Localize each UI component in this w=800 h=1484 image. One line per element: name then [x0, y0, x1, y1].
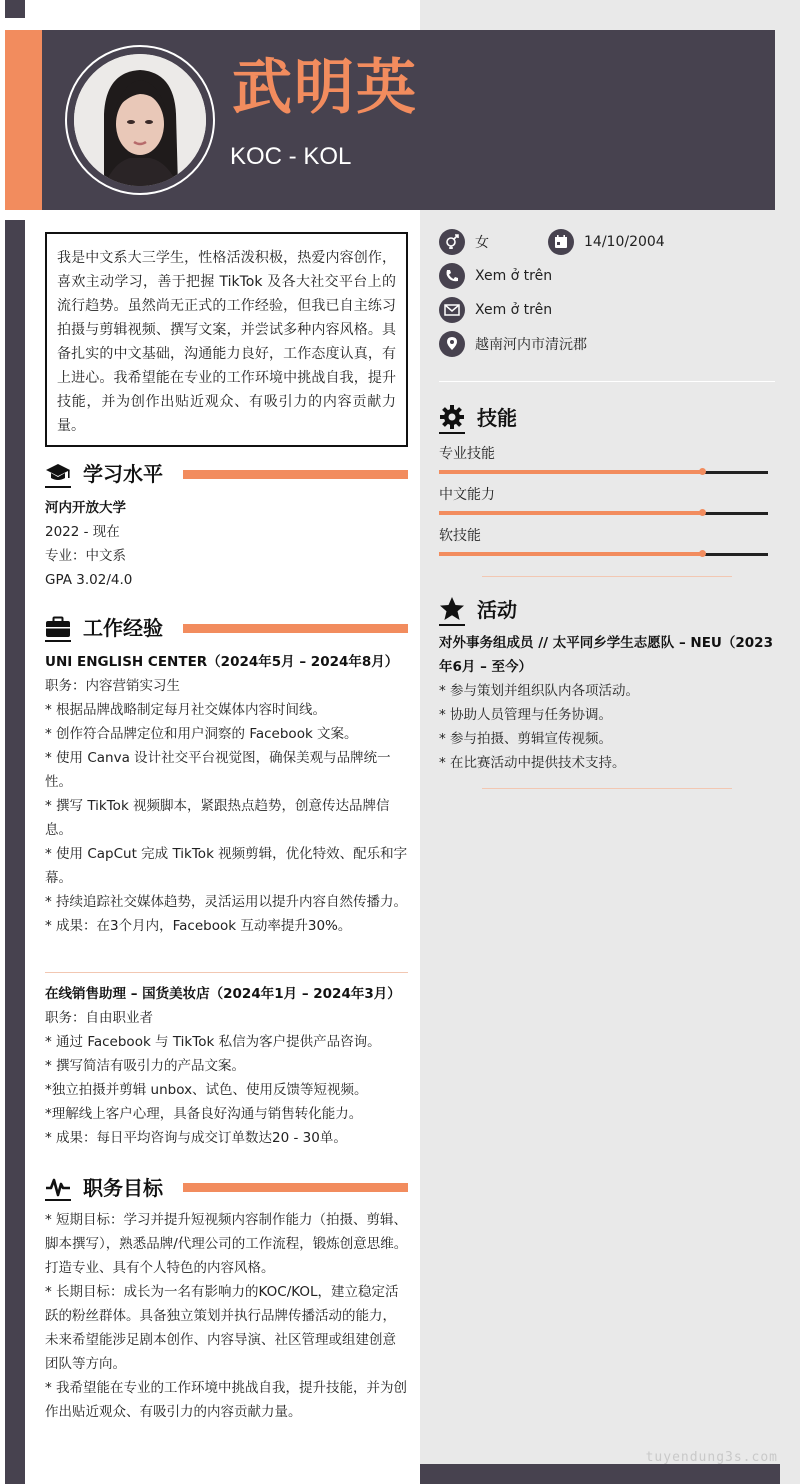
- activity-point: * 参与拍摄、剪辑宣传视频。: [439, 731, 613, 747]
- email-row: [439, 297, 552, 323]
- education-period: 2022 - 现在: [45, 524, 120, 540]
- address-value: 越南河内市清沅郡: [475, 337, 587, 353]
- objective-title-underline: [45, 1199, 71, 1201]
- activity-point: * 协助人员管理与任务协调。: [439, 707, 613, 723]
- calendar-icon: [548, 229, 574, 255]
- skills-title-text: 技能: [477, 406, 517, 430]
- skill-bar-fill: [439, 552, 702, 556]
- job-separator: [45, 972, 408, 973]
- job-point: * 创作符合品牌定位和用户洞察的 Facebook 文案。: [45, 726, 358, 742]
- job-heading: 在线销售助理 – 国货美妆店（2024年1月 – 2024年3月）: [45, 986, 401, 1002]
- job-position: 职务：内容营销实习生: [45, 678, 180, 694]
- activity-point: * 在比赛活动中提供技术支持。: [439, 755, 626, 771]
- skill-bar: [439, 512, 768, 515]
- job-1: [45, 650, 408, 938]
- job-point: * 撰写简洁有吸引力的产品文案。: [45, 1058, 246, 1074]
- objective-point: * 长期目标：成长为一名有影响力的KOC/KOL，建立稳定活跃的粉丝群体。具备独立策划并执行品牌传播活动的能力，未来希望能涉足剧本创作、内容导演、社区管理或组建创意团队等方向。: [45, 1284, 399, 1372]
- gender-value: 女: [475, 235, 489, 251]
- job-point: * 成果：每日平均咨询与成交订单数达20 - 30单。: [45, 1130, 347, 1146]
- objective-point: * 我希望能在专业的工作环境中挑战自我，提升技能，并为创作出贴近观众、有吸引力的内容贡献力量。: [45, 1380, 408, 1420]
- left-accent-strip: [5, 220, 25, 1484]
- skills-section-title: [439, 402, 517, 431]
- briefcase-icon: [45, 614, 71, 640]
- summary-box: 我是中文系大三学生，性格活泼积极，热爱内容创作，喜欢主动学习，善于把握 TikTok 及各大社交平台上的流行趋势。虽然尚无正式的工作经验，但我已自主练习拍摄与剪辑视频、撰写文案，并尝试多种内容风格。具备扎实的中文基础，沟通能力良好，工作态度认真，有上进心。我希望能在专业的工作环境中挑战自我，提升技能，并为创作出贴近观众、有吸引力的内容贡献力量。: [45, 232, 408, 447]
- education-major: 专业：中文系: [45, 548, 126, 564]
- job-point: * 撰写 TikTok 视频脚本，紧跟热点趋势，创意传达品牌信息。: [45, 798, 390, 838]
- job-2: [45, 982, 408, 1150]
- candidate-role: KOC - KOL: [230, 143, 352, 170]
- skill-label: 专业技能: [439, 446, 495, 462]
- watermark: tuyendung3s.com: [645, 1450, 778, 1465]
- skill-bar: [439, 471, 768, 474]
- phone-value: Xem ở trên: [475, 268, 553, 284]
- education-gpa: GPA 3.02/4.0: [45, 572, 133, 588]
- phone-icon: [439, 263, 465, 289]
- graduation-cap-icon: [45, 460, 71, 486]
- address-row: [439, 331, 587, 357]
- job-point: * 持续追踪社交媒体趋势，灵活运用以提升内容自然传播力。: [45, 894, 408, 910]
- job-heading: UNI ENGLISH CENTER（2024年5月 – 2024年8月）: [45, 654, 399, 670]
- experience-title-text: 工作经验: [83, 616, 163, 640]
- gear-icon: [439, 404, 465, 430]
- skills-title-underline: [439, 432, 465, 434]
- skill-bar: [439, 553, 768, 556]
- objective-section-title: [45, 1172, 163, 1201]
- activity-heading: 对外事务组成员 // 太平同乡学生志愿队 – NEU（2023年6月 – 至今）: [439, 635, 773, 675]
- job-position: 职务：自由职业者: [45, 1010, 153, 1026]
- activities-block: [439, 631, 777, 775]
- job-point: * 通过 Facebook 与 TikTok 私信为客户提供产品咨询。: [45, 1034, 381, 1050]
- location-pin-icon: [439, 331, 465, 357]
- birthday-row: [548, 229, 665, 255]
- education-title-underline: [45, 486, 71, 488]
- portrait-image: [74, 54, 206, 186]
- experience-title-underline: [45, 640, 71, 642]
- education-block: [45, 496, 408, 592]
- job-point: * 使用 CapCut 完成 TikTok 视频剪辑，优化特效、配乐和字幕。: [45, 846, 408, 886]
- skill-label: 软技能: [439, 528, 481, 544]
- experience-section-title: [45, 612, 163, 641]
- objective-point: * 短期目标：学习并提升短视频内容制作能力（拍摄、剪辑、脚本撰写），熟悉品牌/代理公司的工作流程，锻炼创意思维。打造专业、具有个人特色的内容风格。: [45, 1212, 408, 1276]
- star-icon: [439, 596, 465, 622]
- mail-icon: [439, 297, 465, 323]
- education-title-bar: [183, 470, 408, 479]
- job-point: *独立拍摄并剪辑 unbox、试色、使用反馈等短视频。: [45, 1082, 368, 1098]
- phone-row: [439, 263, 552, 289]
- email-value: Xem ở trên: [475, 302, 553, 318]
- education-title-text: 学习水平: [83, 462, 163, 486]
- activities-title-underline: [439, 624, 465, 626]
- job-point: *理解线上客户心理，具备良好沟通与销售转化能力。: [45, 1106, 363, 1122]
- skill-bar-dot: [699, 550, 706, 557]
- skill-bar-fill: [439, 470, 702, 474]
- objective-title-text: 职务目标: [83, 1176, 163, 1200]
- skill-item: [439, 525, 768, 556]
- objective-title-bar: [183, 1183, 408, 1192]
- pulse-icon: [45, 1174, 71, 1200]
- avatar: [74, 54, 206, 186]
- left-accent-strip-top: [5, 0, 25, 18]
- skill-label: 中文能力: [439, 487, 495, 503]
- job-point: * 根据品牌战略制定每月社交媒体内容时间线。: [45, 702, 327, 718]
- header-accent-bar: [5, 30, 42, 210]
- education-section-title: [45, 458, 163, 487]
- job-point: * 使用 Canva 设计社交平台视觉图，确保美观与品牌统一性。: [45, 750, 391, 790]
- activities-section-title: [439, 594, 517, 623]
- school-name: 河内开放大学: [45, 500, 126, 516]
- activities-divider: [482, 788, 732, 789]
- activities-title-text: 活动: [477, 598, 517, 622]
- skills-divider: [482, 576, 732, 577]
- job-point: * 成果：在3个月内，Facebook 互动率提升30%。: [45, 918, 352, 934]
- birthday-value: 14/10/2004: [584, 234, 665, 250]
- activity-point: * 参与策划并组织队内各项活动。: [439, 683, 640, 699]
- bottom-accent-bar: [420, 1464, 780, 1484]
- skill-bar-dot: [699, 468, 706, 475]
- contact-divider: [439, 381, 775, 382]
- objective-block: [45, 1208, 408, 1424]
- skill-bar-dot: [699, 509, 706, 516]
- experience-title-bar: [183, 624, 408, 633]
- skill-item: [439, 443, 768, 474]
- skill-bar-fill: [439, 511, 702, 515]
- skill-item: [439, 484, 768, 515]
- gender-icon: [439, 229, 465, 255]
- gender-row: [439, 229, 489, 255]
- candidate-name: 武明英: [232, 53, 418, 123]
